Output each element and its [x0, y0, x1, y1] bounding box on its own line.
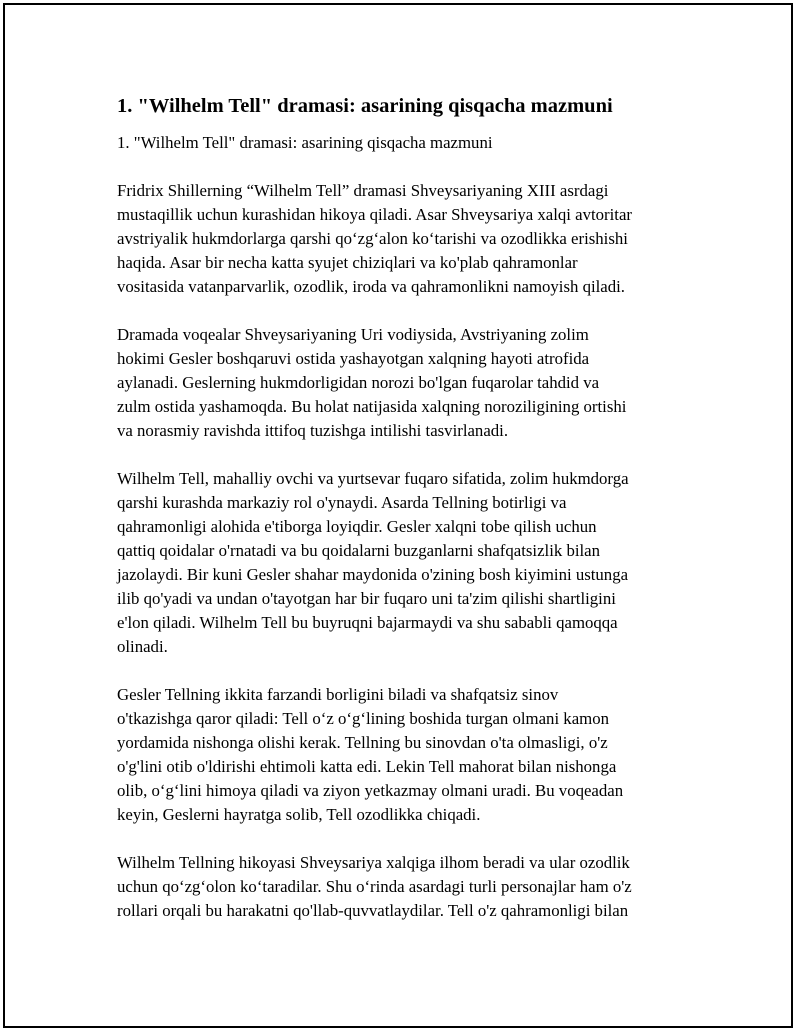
paragraph-1 — [117, 179, 687, 299]
paragraph-line: hokimi Gesler boshqaruvi ostida yashayotgan xalqning hayoti atrofida — [117, 349, 590, 368]
paragraph-line: Wilhelm Tell, mahalliy ovchi va yurtsevar fuqaro sifatida, zolim hukmdorga — [117, 469, 629, 488]
paragraph-line: Gesler Tellning ikkita farzandi borligini biladi va shafqatsiz sinov — [117, 685, 559, 704]
paragraph-line: qahramonligi alohida e'tiborga loyiqdir. Gesler xalqni tobe qilish uchun — [117, 517, 597, 536]
paragraph-line: qattiq qoidalar o'rnatadi va bu qoidalarni buzganlarni shafqatsizlik bilan — [117, 541, 601, 560]
paragraph-line: yordamida nishonga olishi kerak. Tellning bu sinovdan o'ta olmasligi, o'z — [117, 733, 608, 752]
paragraph-line: o'tkazishga qaror qiladi: Tell o‘z o‘g‘lining boshida turgan olmani kamon — [117, 709, 609, 728]
paragraph-line: e'lon qiladi. Wilhelm Tell bu buyruqni bajarmaydi va shu sababli qamoqqa — [117, 613, 618, 632]
document-body — [117, 92, 687, 947]
paragraph-line: olib, o‘g‘lini himoya qiladi va ziyon yetkazmay olmani uradi. Bu voqeadan — [117, 781, 624, 800]
paragraph-line: rollari orqali bu harakatni qo'llab-quvvatlaydilar. Tell o'z qahramonligi bilan — [117, 901, 629, 920]
paragraph-line: o'g'lini otib o'ldirishi ehtimoli katta edi. Lekin Tell mahorat bilan nishonga — [117, 757, 617, 776]
paragraph-line: ilib qo'yadi va undan o'tayotgan har bir fuqaro uni ta'zim qilishi shartligini — [117, 589, 616, 608]
paragraph-line: Dramada voqealar Shveysariyaning Uri vodiysida, Avstriyaning zolim — [117, 325, 589, 344]
paragraph-3 — [117, 467, 687, 659]
paragraph-line: aylanadi. Geslerning hukmdorligidan norozi bo'lgan fuqarolar tahdid va — [117, 373, 600, 392]
paragraph-4 — [117, 683, 687, 827]
paragraph-line: jazolaydi. Bir kuni Gesler shahar maydonida o'zining bosh kiyimini ustunga — [117, 565, 629, 584]
paragraph-line: vositasida vatanparvarlik, ozodlik, iroda va qahramonlikni namoyish qiladi. — [117, 277, 625, 296]
paragraph-line: olinadi. — [117, 637, 168, 656]
paragraph-line: Fridrix Shillerning “Wilhelm Tell” dramasi Shveysariyaning XIII asrdagi — [117, 181, 609, 200]
paragraph-2 — [117, 323, 687, 443]
document-subheading: 1. "Wilhelm Tell" dramasi: asarining qisqacha mazmuni — [117, 133, 493, 152]
document-heading: 1. "Wilhelm Tell" dramasi: asarining qisqacha mazmuni — [117, 95, 613, 117]
paragraph-line: keyin, Geslerni hayratga solib, Tell ozodlikka chiqadi. — [117, 805, 481, 824]
paragraph-line: mustaqillik uchun kurashidan hikoya qiladi. Asar Shveysariya xalqi avtoritar — [117, 205, 632, 224]
paragraph-line: va norasmiy ravishda ittifoq tuzishga intilishi tasvirlanadi. — [117, 421, 509, 440]
paragraph-line: zulm ostida yashamoqda. Bu holat natijasida xalqning noroziligining ortishi — [117, 397, 627, 416]
paragraph-line: Wilhelm Tellning hikoyasi Shveysariya xalqiga ilhom beradi va ular ozodlik — [117, 853, 630, 872]
paragraph-line: qarshi kurashda markaziy rol o'ynaydi. Asarda Tellning botirligi va — [117, 493, 567, 512]
paragraph-line: uchun qo‘zg‘olon ko‘taradilar. Shu o‘rinda asardagi turli personajlar ham o'z — [117, 877, 632, 896]
paragraph-line: haqida. Asar bir necha katta syujet chiziqlari va ko'plab qahramonlar — [117, 253, 578, 272]
paragraph-line: avstriyalik hukmdorlarga qarshi qo‘zg‘alon ko‘tarishi va ozodlikka erishishi — [117, 229, 628, 248]
paragraph-5 — [117, 851, 687, 923]
